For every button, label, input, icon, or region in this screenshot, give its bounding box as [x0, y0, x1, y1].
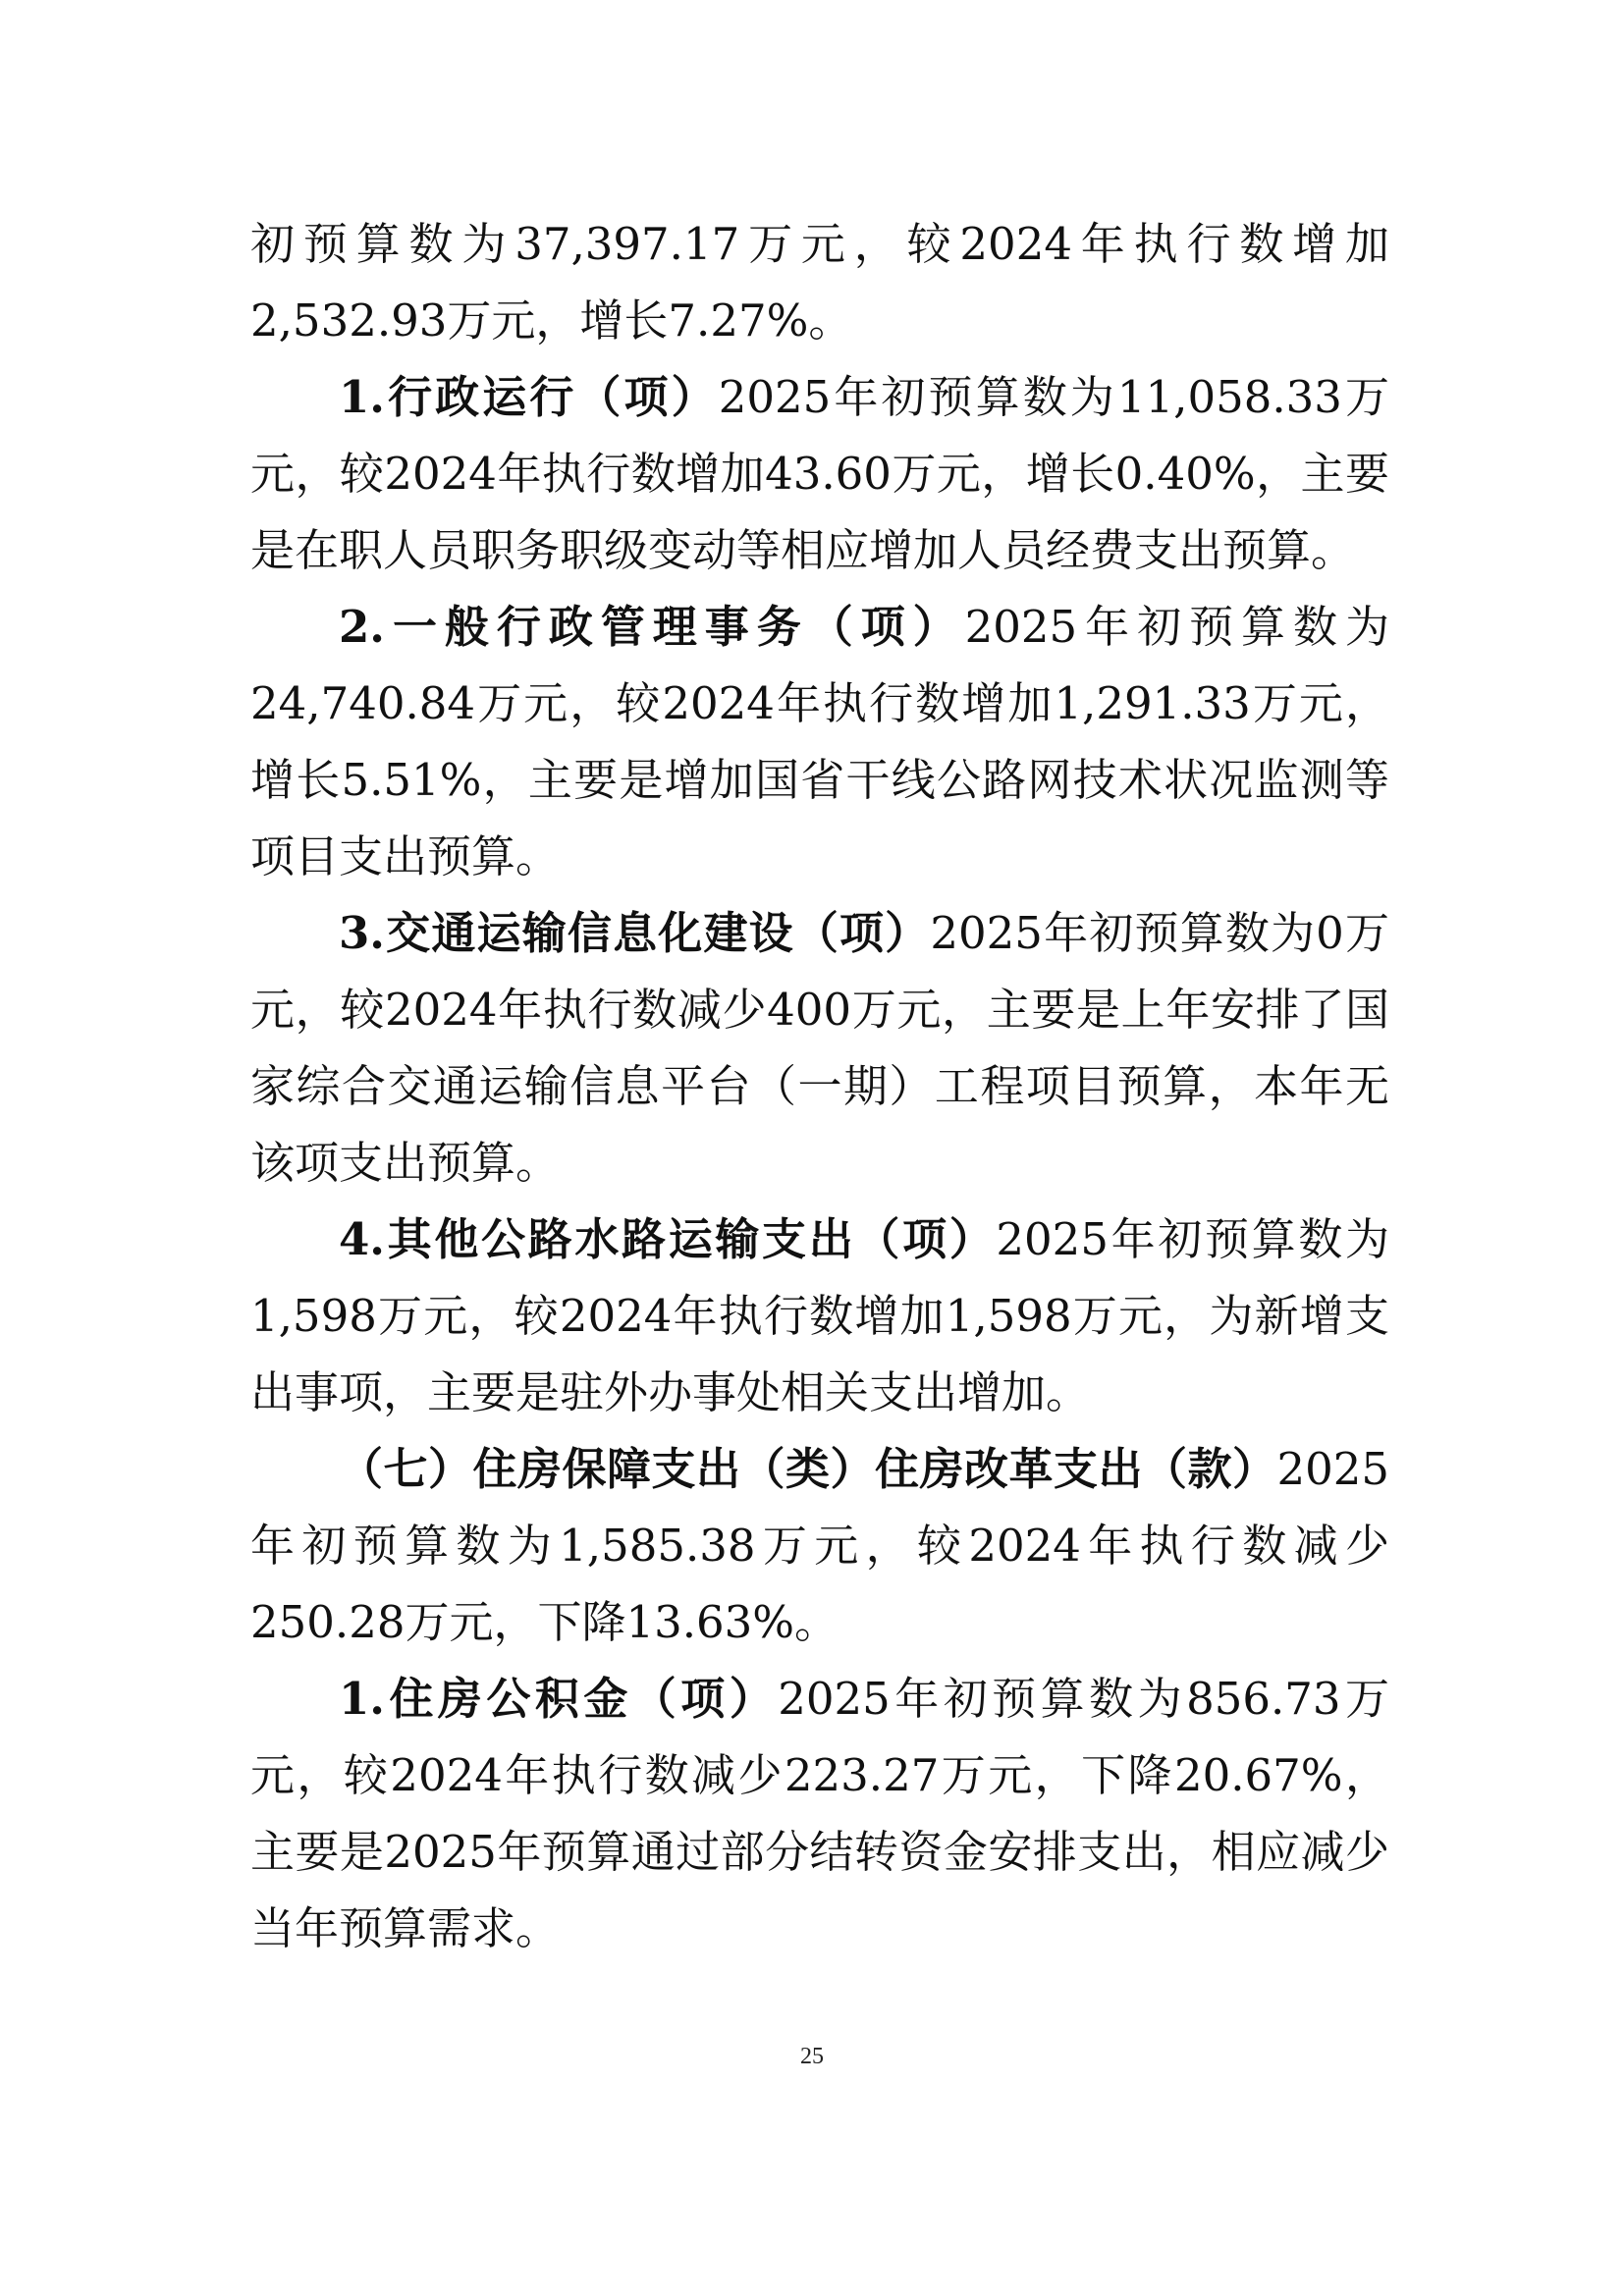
page-content — [250, 206, 1389, 1967]
paragraph-transport-informatization — [250, 895, 1389, 1201]
paragraph-continuation — [250, 206, 1389, 359]
paragraph-heading: 4.其他公路水路运输支出（项） — [339, 1213, 997, 1265]
paragraph-other-road-water-transport — [250, 1201, 1389, 1431]
paragraph-body: 初预算数为37,397.17万元，较2024年执行数增加2,532.93万元，增长7.27%。 — [250, 218, 1389, 347]
paragraph-housing-security — [250, 1431, 1389, 1661]
paragraph-body: 2025年初预算数为856.73万元，较2024年执行数减少223.27万元，下降20.67%，主要是2025年预算通过部分结转资金安排支出，相应减少当年预算需求。 — [250, 1673, 1389, 1954]
paragraph-heading: （七）住房保障支出（类）住房改革支出（款） — [339, 1443, 1277, 1495]
paragraph-administrative-operation — [250, 359, 1389, 589]
paragraph-body: 2025年初预算数为1,585.38万元，较2024年执行数减少250.28万元，下降13.63%。 — [250, 1443, 1389, 1648]
paragraph-body: 2025年初预算数为11,058.33万元，较2024年执行数增加43.60万元，增长0.40%，主要是在职人员职务职级变动等相应增加人员经费支出预算。 — [250, 371, 1389, 576]
paragraph-heading: 1.住房公积金（项） — [339, 1673, 779, 1725]
paragraph-body: 2025年初预算数为24,740.84万元，较2024年执行数增加1,291.33万元，增长5.51%，主要是增加国省干线公路网技术状况监测等项目支出预算。 — [250, 601, 1389, 882]
paragraph-general-admin-affairs — [250, 589, 1389, 895]
paragraph-body: 2025年初预算数为0万元，较2024年执行数减少400万元，主要是上年安排了国家综合交通运输信息平台（一期）工程项目预算，本年无该项支出预算。 — [250, 907, 1389, 1189]
paragraph-body: 2025年初预算数为1,598万元，较2024年执行数增加1,598万元，为新增支出事项，主要是驻外办事处相关支出增加。 — [250, 1213, 1389, 1418]
paragraph-heading: 3.交通运输信息化建设（项） — [339, 907, 931, 959]
paragraph-housing-provident-fund — [250, 1661, 1389, 1967]
paragraph-heading: 1.行政运行（项） — [339, 371, 719, 423]
paragraph-heading: 2.一般行政管理事务（项） — [339, 601, 965, 653]
page-number: 25 — [800, 2044, 824, 2069]
